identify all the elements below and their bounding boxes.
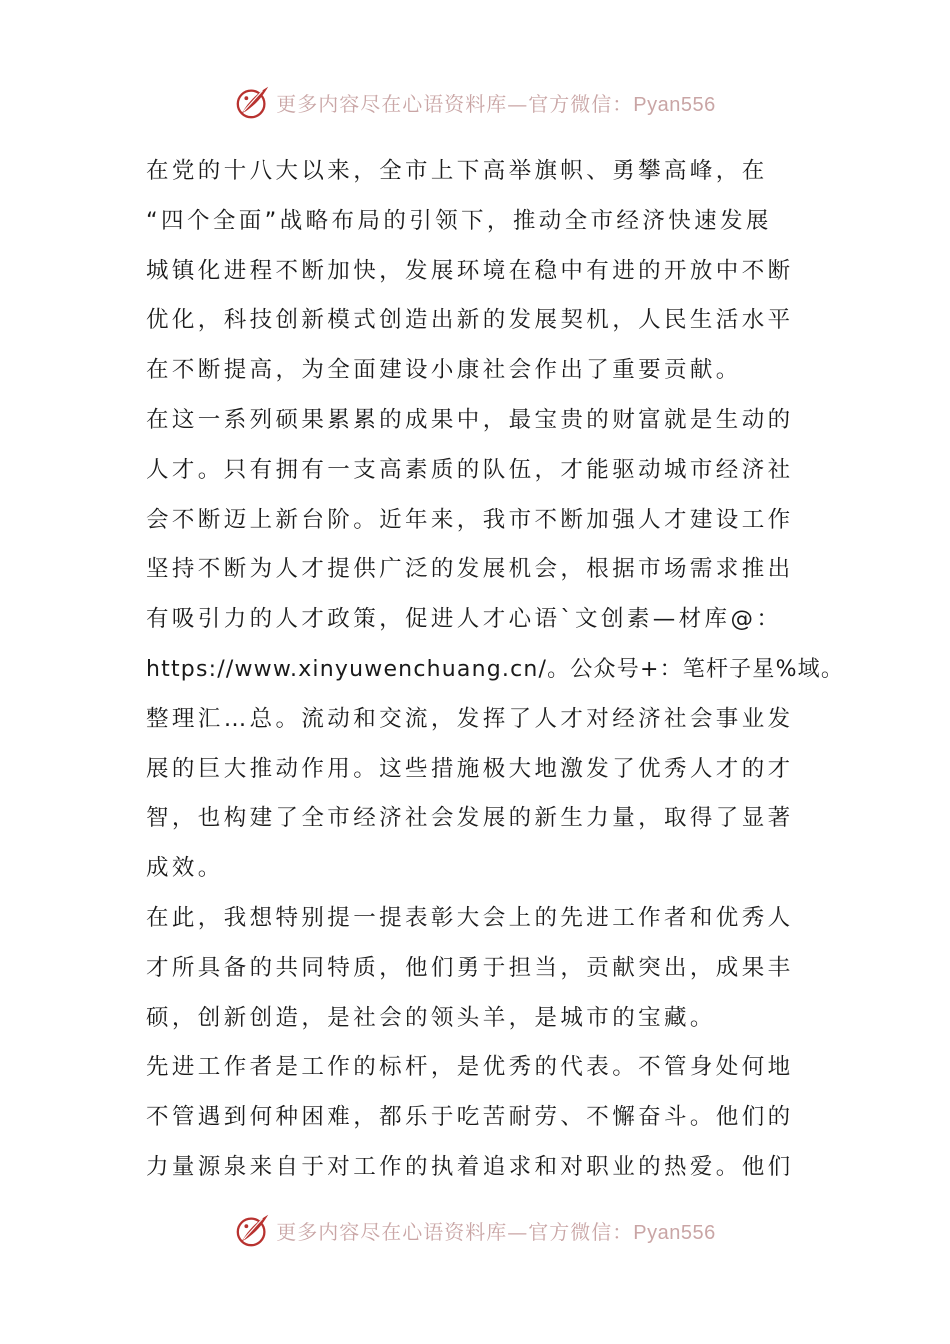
text-line: 在党的十八大以来，全市上下高举旗帜、勇攀高峰，在 bbox=[146, 158, 768, 184]
text-line: 在此，我想特别提一提表彰大会上的先进工作者和优秀人 bbox=[146, 904, 794, 931]
text-line: 不管遇到何种困难，都乐于吃苦耐劳、不懈奋斗。他们的 bbox=[146, 1104, 794, 1131]
text-line: 在不断提高，为全面建设小康社会作出了重要贡献。 bbox=[146, 357, 742, 384]
header-banner-text bbox=[276, 88, 715, 117]
text-line: 城镇化进程不断加快，发展环境在稳中有进的开放中不断 bbox=[146, 257, 794, 284]
footer-banner-handle: Pyan556 bbox=[633, 1221, 716, 1244]
text-line: 整理汇…总。流动和交流，发挥了人才对经济社会事业发 bbox=[146, 705, 794, 732]
text-line: 力量源泉来自于对工作的执着追求和对职业的热爱。他们 bbox=[146, 1153, 794, 1180]
header-banner-handle: Pyan556 bbox=[633, 93, 716, 116]
footer-banner-label: 更多内容尽在心语资料库—官方微信： bbox=[276, 1219, 634, 1244]
text-line: 会不断迈上新台阶。近年来，我市不断加强人才建设工作 bbox=[146, 506, 794, 533]
quill-pen-logo-icon bbox=[234, 1211, 272, 1249]
text-line: 优化，科技创新模式创造出新的发展契机，人民生活水平 bbox=[146, 307, 794, 334]
footer-banner-text bbox=[276, 1216, 715, 1245]
text-line: 智，也构建了全市经济社会发展的新生力量，取得了显著 bbox=[146, 805, 794, 832]
text-line: 坚持不断为人才提供广泛的发展机会，根据市场需求推出 bbox=[146, 556, 794, 583]
text-line: 展的巨大推动作用。这些措施极大地激发了优秀人才的才 bbox=[146, 755, 794, 782]
quill-pen-logo-icon bbox=[234, 83, 272, 121]
text-line: “四个全面”战略布局的引领下，推动全市经济快速发展 bbox=[146, 207, 772, 234]
text-line: 先进工作者是工作的标杆，是优秀的代表。不管身处何地 bbox=[146, 1054, 794, 1081]
text-line: 才所具备的共同特质，他们勇于担当，贡献突出，成果丰 bbox=[146, 954, 794, 981]
header-banner bbox=[0, 82, 950, 122]
footer-banner bbox=[0, 1210, 950, 1250]
text-line: 在这一系列硕果累累的成果中，最宝贵的财富就是生动的 bbox=[146, 406, 794, 433]
text-line: 硕，创新创造，是社会的领头羊，是城市的宝藏。 bbox=[146, 1004, 716, 1031]
text-line: 人才。只有拥有一支高素质的队伍，才能驱动城市经济社 bbox=[146, 456, 794, 483]
document-body bbox=[146, 147, 845, 1193]
text-line: 成效。 bbox=[146, 855, 224, 882]
header-banner-label: 更多内容尽在心语资料库—官方微信： bbox=[276, 91, 634, 116]
text-line-url: https://www.xinyuwenchuang.cn/。公众号+：笔杆子星%域。 bbox=[146, 656, 845, 682]
text-line: 有吸引力的人才政策，促进人才心语`文创素—材库@： bbox=[146, 606, 783, 633]
